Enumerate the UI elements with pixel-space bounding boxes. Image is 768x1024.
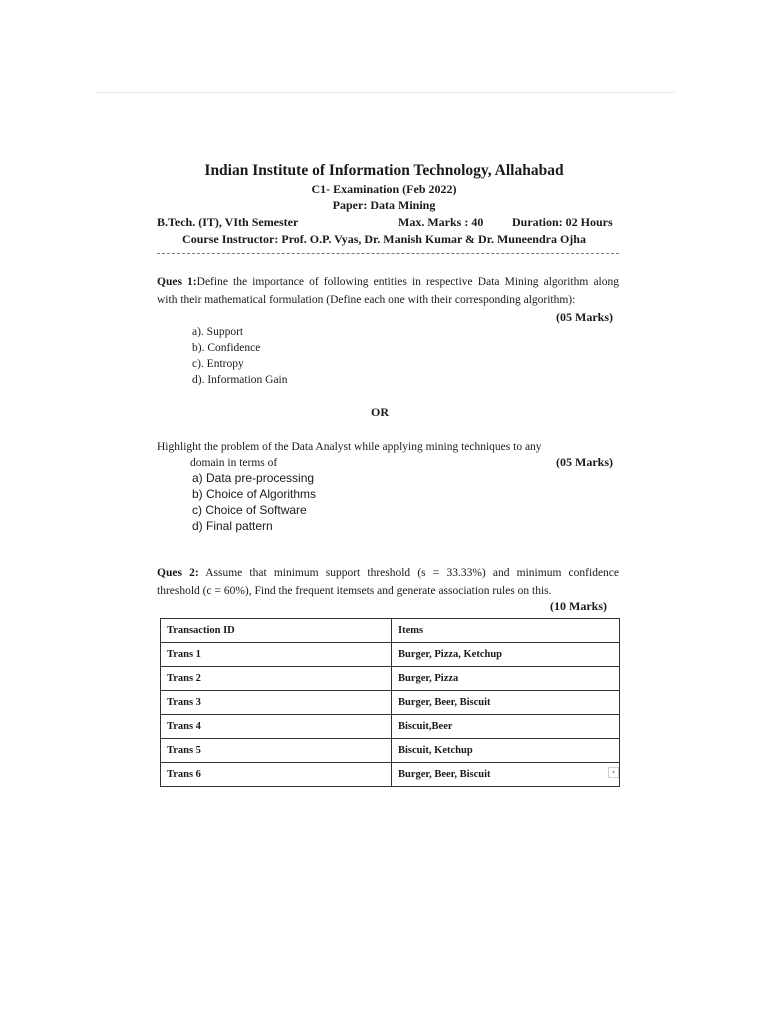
paper-title: Paper: Data Mining — [332, 198, 436, 212]
max-marks-label: Max. Marks : 40 — [398, 215, 484, 229]
q2-line-2: threshold (c = 60%), Find the frequent itemsets and generate association rules on this. — [157, 585, 552, 597]
q2-line-1 — [157, 567, 619, 579]
items-cell: Burger, Pizza, Ketchup — [392, 643, 620, 667]
q1-option-c: c). Entropy — [192, 358, 244, 370]
items-cell: Biscuit, Ketchup — [392, 739, 620, 763]
table-row — [161, 667, 620, 691]
transaction-id-cell: Trans 5 — [161, 739, 392, 763]
table-row — [161, 715, 620, 739]
q1-alt-option-a: a) Data pre-processing — [192, 471, 315, 485]
items-cell: Burger, Pizza — [392, 667, 620, 691]
q1-marks: (05 Marks) — [556, 310, 613, 324]
items-cell: Burger, Beer, Biscuit — [392, 691, 620, 715]
q1-alt-line-1: Highlight the problem of the Data Analyst while applying mining techniques to any — [157, 441, 542, 453]
table-row — [161, 691, 620, 715]
transaction-id-cell: Trans 2 — [161, 667, 392, 691]
items-cell: Burger, Beer, Biscuit — [392, 763, 620, 787]
duration-label: Duration: 02 Hours — [512, 215, 613, 229]
table-corner-icon: ▾ — [608, 767, 619, 778]
program-label: B.Tech. (IT), VIth Semester — [157, 215, 299, 229]
table-row — [161, 643, 620, 667]
q1-alt-option-d: d) Final pattern — [192, 519, 273, 533]
q1-alt-option-c: c) Choice of Software — [192, 503, 307, 517]
header-dashed-divider — [157, 253, 619, 254]
q1-option-d: d). Information Gain — [192, 374, 288, 386]
top-divider — [96, 92, 676, 93]
q1-text-1: Define the importance of following entities in respective Data Mining algorithm along — [196, 276, 620, 288]
q2-text-1: Assume that minimum support threshold (s = 33.33%) and minimum confidence — [205, 567, 620, 579]
q1-option-a: a). Support — [192, 326, 244, 338]
q1-line-2: with their mathematical formulation (Define each one with their corresponding algorithm): — [157, 294, 576, 306]
exam-title: C1- Examination (Feb 2022) — [311, 182, 457, 196]
instructors-label: Course Instructor: Prof. O.P. Vyas, Dr. Manish Kumar & Dr. Muneendra Ojha — [182, 232, 586, 246]
q1-alt-line-2: domain in terms of — [190, 457, 278, 469]
transaction-id-cell: Trans 1 — [161, 643, 392, 667]
institute-title: Indian Institute of Information Technology, Allahabad — [204, 162, 564, 179]
q1-alt-option-b: b) Choice of Algorithms — [192, 487, 317, 501]
q2-label: Ques 2: — [157, 567, 199, 579]
or-label: OR — [371, 405, 389, 419]
items-cell: Biscuit,Beer — [392, 715, 620, 739]
q1-option-b: b). Confidence — [192, 342, 261, 354]
header-items: Items — [392, 619, 620, 643]
table-row — [161, 763, 620, 787]
transaction-id-cell: Trans 6 — [161, 763, 392, 787]
transaction-id-cell: Trans 3 — [161, 691, 392, 715]
q1-label: Ques 1: — [157, 276, 197, 288]
q1-line-1 — [157, 276, 619, 288]
transactions-table — [160, 618, 620, 787]
transaction-id-cell: Trans 4 — [161, 715, 392, 739]
table-header-row — [161, 619, 620, 643]
q2-marks: (10 Marks) — [550, 599, 607, 613]
header-transaction-id: Transaction ID — [161, 619, 392, 643]
table-row — [161, 739, 620, 763]
q1-alt-marks: (05 Marks) — [556, 455, 613, 469]
